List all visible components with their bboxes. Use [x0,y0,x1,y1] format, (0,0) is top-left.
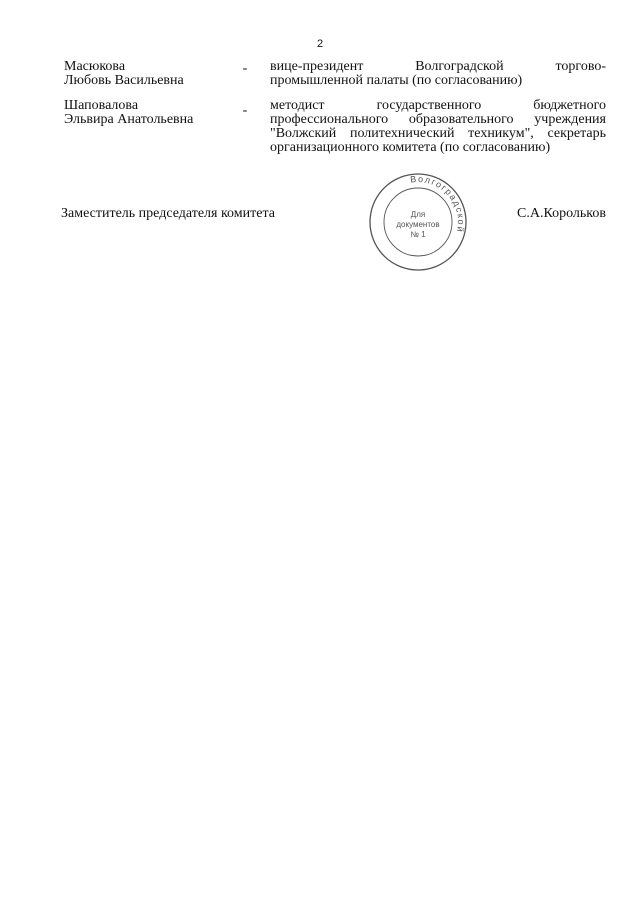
member-surname: Шаповалова [64,98,139,113]
member-surname: Масюкова [64,59,126,74]
signatory-name: С.А.Корольков [517,206,606,221]
member-role-line: "Волжский политехнический техникум", секретарь [270,126,606,141]
member-name [64,60,234,88]
committee-member [64,99,606,157]
committee-member [64,60,606,90]
seal-ring-text: Волгоградской [409,173,467,235]
signature-block [61,206,606,226]
seal-center-text: № 1 [410,230,426,239]
seal-center-text: документов [396,220,440,229]
member-given-names: Эльвира Анатольевна [64,112,194,127]
member-role-line: вице-президент Волгоградской торгово- [270,59,606,74]
member-role [270,60,606,88]
member-name [64,99,234,127]
member-dash: - [242,103,248,118]
page-number: 2 [316,38,324,50]
member-given-names: Любовь Васильевна [64,73,184,88]
member-role [270,99,606,155]
member-role-line: промышленной палаты (по согласованию) [270,73,523,88]
member-role-line: профессионального образовательного учреждения [270,112,606,127]
member-role-line: методист государственного бюджетного [270,98,606,113]
seal-center-text: Для [410,210,426,219]
member-dash: - [242,61,248,76]
official-seal [368,172,468,272]
signatory-position: Заместитель председателя комитета [61,206,275,221]
member-role-line: организационного комитета (по согласованию) [270,140,551,155]
